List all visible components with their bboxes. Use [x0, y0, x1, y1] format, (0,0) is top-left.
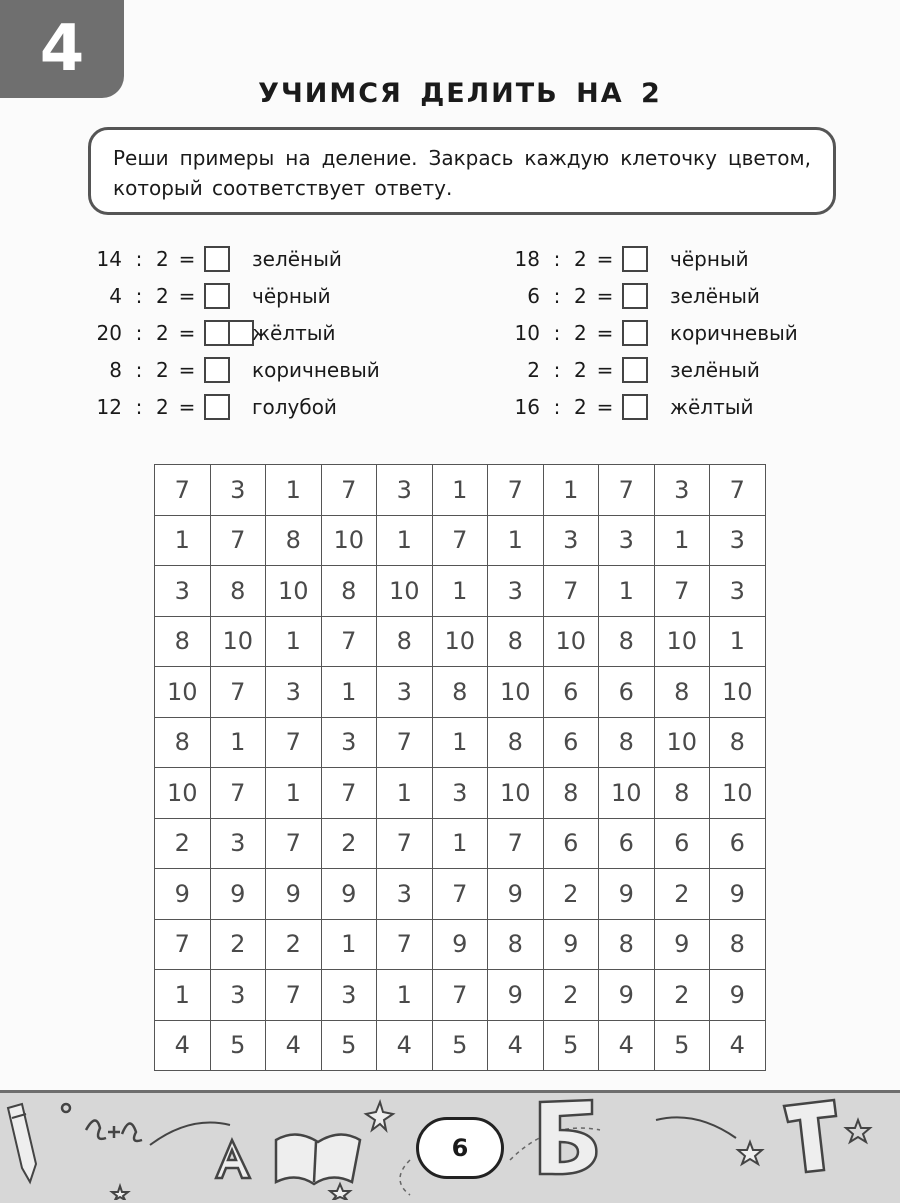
grid-cell[interactable]: 8 — [710, 919, 766, 970]
answer-box[interactable] — [204, 357, 230, 383]
grid-cell[interactable]: 4 — [377, 1020, 433, 1071]
instruction-text: Реши примеры на деление. Закрась каждую клеточку цветом, который соответствует ответу. — [113, 146, 811, 200]
grid-cell[interactable]: 7 — [266, 717, 322, 768]
grid-cell[interactable]: 1 — [155, 970, 211, 1021]
grid-cell[interactable]: 1 — [432, 717, 488, 768]
grid-cell[interactable]: 7 — [210, 667, 266, 718]
grid-cell[interactable]: 5 — [543, 1020, 599, 1071]
grid-cell[interactable]: 10 — [488, 768, 544, 819]
page-number-text: 6 — [451, 1134, 469, 1162]
grid-cell[interactable]: 5 — [321, 1020, 377, 1071]
grid-row — [155, 919, 766, 970]
grid-cell[interactable]: 6 — [543, 717, 599, 768]
grid-cell[interactable]: 2 — [266, 919, 322, 970]
grid-cell[interactable]: 7 — [210, 768, 266, 819]
equals-sign: = — [178, 394, 196, 419]
grid-cell[interactable]: 6 — [710, 818, 766, 869]
grid-cell[interactable]: 8 — [543, 768, 599, 819]
grid-cell[interactable]: 7 — [321, 616, 377, 667]
grid-cell[interactable]: 9 — [488, 970, 544, 1021]
equals-sign: = — [596, 246, 614, 271]
grid-cell[interactable]: 9 — [599, 970, 655, 1021]
grid-cell[interactable]: 3 — [488, 566, 544, 617]
grid-cell[interactable]: 3 — [210, 970, 266, 1021]
page-title: УЧИМСЯ ДЕЛИТЬ НА 2 — [258, 78, 662, 109]
example-row — [504, 351, 798, 388]
grid-cell[interactable]: 9 — [543, 919, 599, 970]
grid-cell[interactable]: 7 — [266, 818, 322, 869]
division-sign: : — [135, 320, 143, 345]
grid-cell[interactable]: 6 — [599, 667, 655, 718]
color-label: зелёный — [252, 246, 342, 271]
division-sign: : — [553, 320, 561, 345]
grid-cell[interactable]: 9 — [710, 869, 766, 920]
grid-row — [155, 768, 766, 819]
example-row — [86, 240, 380, 277]
letter-a-icon — [216, 1140, 250, 1178]
grid-cell[interactable]: 1 — [377, 970, 433, 1021]
grid-cell[interactable]: 10 — [710, 667, 766, 718]
dividend: 2 — [527, 357, 540, 382]
divisor: 2 — [574, 283, 587, 308]
grid-row — [155, 616, 766, 667]
equals-sign: = — [596, 283, 614, 308]
grid-cell[interactable]: 3 — [155, 566, 211, 617]
divisor: 2 — [156, 283, 169, 308]
grid-cell[interactable]: 10 — [488, 667, 544, 718]
grid-cell[interactable]: 7 — [543, 566, 599, 617]
answer-box[interactable] — [204, 320, 230, 346]
grid-row — [155, 970, 766, 1021]
grid-cell[interactable]: 9 — [710, 970, 766, 1021]
grid-cell[interactable]: 8 — [599, 616, 655, 667]
division-sign: : — [135, 394, 143, 419]
divisor: 2 — [574, 357, 587, 382]
grid-cell[interactable]: 9 — [266, 869, 322, 920]
grid-cell[interactable]: 3 — [377, 465, 433, 516]
grid-cell[interactable]: 9 — [155, 869, 211, 920]
equals-sign: = — [178, 246, 196, 271]
grid-cell[interactable]: 9 — [599, 869, 655, 920]
grid-cell[interactable]: 3 — [543, 515, 599, 566]
grid-cell[interactable]: 8 — [654, 768, 710, 819]
grid-cell[interactable]: 4 — [710, 1020, 766, 1071]
dividend: 18 — [514, 246, 540, 271]
grid-cell[interactable]: 8 — [210, 566, 266, 617]
grid-row — [155, 869, 766, 920]
grid-row — [155, 1020, 766, 1071]
grid-cell[interactable]: 7 — [155, 465, 211, 516]
grid-cell[interactable]: 8 — [488, 919, 544, 970]
color-label: чёрный — [252, 283, 331, 308]
grid-cell[interactable]: 7 — [377, 717, 433, 768]
grid-cell[interactable]: 3 — [377, 869, 433, 920]
answer-box[interactable] — [204, 283, 230, 309]
examples-right-column — [504, 240, 798, 425]
dividend: 10 — [514, 320, 540, 345]
example-row — [86, 388, 380, 425]
equals-sign: = — [178, 320, 196, 345]
grid-cell[interactable]: 1 — [710, 616, 766, 667]
grid-row — [155, 717, 766, 768]
grid-cell[interactable]: 8 — [155, 717, 211, 768]
grid-cell[interactable]: 3 — [266, 667, 322, 718]
dividend: 16 — [514, 394, 540, 419]
grid-cell[interactable]: 7 — [432, 970, 488, 1021]
example-row — [504, 388, 798, 425]
division-sign: : — [135, 357, 143, 382]
division-sign: : — [135, 283, 143, 308]
grid-cell[interactable]: 5 — [210, 1020, 266, 1071]
chapter-number: 4 — [39, 12, 85, 86]
grid-cell[interactable]: 4 — [488, 1020, 544, 1071]
grid-row — [155, 465, 766, 516]
grid-row — [155, 667, 766, 718]
grid-cell[interactable]: 6 — [543, 667, 599, 718]
grid-cell[interactable]: 3 — [654, 465, 710, 516]
color-label: чёрный — [670, 246, 749, 271]
example-row — [504, 314, 798, 351]
grid-cell[interactable]: 1 — [488, 515, 544, 566]
answer-box[interactable] — [622, 394, 648, 420]
grid-row — [155, 515, 766, 566]
grid-cell[interactable]: 10 — [543, 616, 599, 667]
answer-box[interactable] — [622, 357, 648, 383]
grid-cell[interactable]: 1 — [210, 717, 266, 768]
grid-cell[interactable]: 10 — [599, 768, 655, 819]
grid-cell[interactable]: 3 — [599, 515, 655, 566]
dividend: 6 — [527, 283, 540, 308]
chapter-tab — [0, 0, 124, 98]
letter-b-icon — [540, 1100, 596, 1174]
star-outline-icon — [846, 1120, 870, 1142]
grid-cell[interactable]: 1 — [654, 515, 710, 566]
page-number — [416, 1117, 504, 1179]
example-row — [504, 240, 798, 277]
color-label: коричневый — [252, 357, 380, 382]
grid-cell[interactable]: 1 — [377, 768, 433, 819]
equals-sign: = — [178, 357, 196, 382]
grid-cell[interactable]: 1 — [155, 515, 211, 566]
grid-cell[interactable]: 10 — [155, 667, 211, 718]
grid-cell[interactable]: 10 — [210, 616, 266, 667]
grid-cell[interactable]: 7 — [155, 919, 211, 970]
color-label: коричневый — [670, 320, 798, 345]
color-label: зелёный — [670, 357, 760, 382]
example-row — [86, 351, 380, 388]
grid-cell[interactable]: 1 — [266, 768, 322, 819]
grid-cell[interactable]: 3 — [432, 768, 488, 819]
divisor: 2 — [156, 394, 169, 419]
dividend: 12 — [96, 394, 122, 419]
grid-cell[interactable]: 8 — [377, 616, 433, 667]
grid-cell[interactable]: 2 — [155, 818, 211, 869]
grid-cell[interactable]: 7 — [432, 869, 488, 920]
answer-box[interactable] — [228, 320, 254, 346]
grid-cell[interactable]: 7 — [710, 465, 766, 516]
color-label: жёлтый — [670, 394, 754, 419]
grid-cell[interactable]: 7 — [266, 970, 322, 1021]
color-label: голубой — [252, 394, 337, 419]
star-small-icon — [738, 1142, 762, 1164]
answer-box[interactable] — [622, 246, 648, 272]
grid-cell[interactable]: 7 — [488, 465, 544, 516]
grid-cell[interactable]: 8 — [599, 717, 655, 768]
grid-cell[interactable]: 9 — [654, 919, 710, 970]
grid-cell[interactable]: 8 — [710, 717, 766, 768]
dividend: 14 — [96, 246, 122, 271]
equals-sign: = — [596, 357, 614, 382]
grid-cell[interactable]: 9 — [432, 919, 488, 970]
grid-cell[interactable]: 1 — [432, 566, 488, 617]
grid-cell[interactable]: 7 — [377, 919, 433, 970]
grid-cell[interactable]: 10 — [654, 717, 710, 768]
grid-row — [155, 818, 766, 869]
grid-cell[interactable]: 1 — [266, 465, 322, 516]
grid-cell[interactable]: 7 — [321, 465, 377, 516]
dividend: 20 — [96, 320, 122, 345]
grid-cell[interactable]: 7 — [377, 818, 433, 869]
coloring-grid — [154, 464, 766, 1071]
grid-cell[interactable]: 8 — [488, 616, 544, 667]
grid-cell[interactable]: 8 — [266, 515, 322, 566]
grid-cell[interactable]: 3 — [210, 818, 266, 869]
grid-cell[interactable]: 3 — [710, 566, 766, 617]
grid-cell[interactable]: 1 — [321, 919, 377, 970]
division-sign: : — [553, 283, 561, 308]
dividend: 4 — [109, 283, 122, 308]
grid-cell[interactable]: 5 — [432, 1020, 488, 1071]
division-sign: : — [553, 246, 561, 271]
equals-sign: = — [596, 320, 614, 345]
grid-cell[interactable]: 10 — [710, 768, 766, 819]
grid-cell[interactable]: 1 — [377, 515, 433, 566]
grid-cell[interactable]: 6 — [543, 818, 599, 869]
grid-cell[interactable]: 1 — [432, 465, 488, 516]
grid-cell[interactable]: 10 — [155, 768, 211, 819]
grid-cell[interactable]: 1 — [432, 818, 488, 869]
grid-cell[interactable]: 8 — [599, 919, 655, 970]
grid-cell[interactable]: 1 — [321, 667, 377, 718]
grid-cell[interactable]: 8 — [432, 667, 488, 718]
grid-cell[interactable]: 7 — [321, 768, 377, 819]
grid-cell[interactable]: 2 — [654, 970, 710, 1021]
grid-cell[interactable]: 1 — [266, 616, 322, 667]
color-label: жёлтый — [252, 320, 336, 345]
grid-cell[interactable]: 4 — [599, 1020, 655, 1071]
division-sign: : — [553, 394, 561, 419]
example-row — [86, 277, 380, 314]
grid-cell[interactable]: 3 — [321, 970, 377, 1021]
grid-cell[interactable]: 9 — [488, 869, 544, 920]
grid-cell[interactable]: 7 — [654, 566, 710, 617]
open-book-icon — [276, 1134, 360, 1184]
star-icon — [366, 1102, 393, 1130]
grid-cell[interactable]: 1 — [599, 566, 655, 617]
example-row — [504, 277, 798, 314]
math-symbols-icon — [62, 1104, 142, 1141]
answer-box[interactable] — [622, 320, 648, 346]
grid-cell[interactable]: 10 — [266, 566, 322, 617]
grid-cell[interactable]: 2 — [654, 869, 710, 920]
answer-box[interactable] — [204, 394, 230, 420]
grid-cell[interactable]: 3 — [710, 515, 766, 566]
grid-cell[interactable]: 8 — [321, 566, 377, 617]
grid-cell[interactable]: 3 — [210, 465, 266, 516]
grid-cell[interactable]: 7 — [599, 465, 655, 516]
star-bottom-icon — [112, 1184, 350, 1200]
equals-sign: = — [596, 394, 614, 419]
grid-cell[interactable]: 10 — [654, 616, 710, 667]
pencil-icon — [8, 1104, 36, 1182]
dividend: 8 — [109, 357, 122, 382]
color-label: зелёный — [670, 283, 760, 308]
grid-cell[interactable]: 4 — [266, 1020, 322, 1071]
grid-cell[interactable]: 6 — [654, 818, 710, 869]
equals-sign: = — [178, 283, 196, 308]
grid-cell[interactable]: 10 — [377, 566, 433, 617]
grid-cell[interactable]: 9 — [321, 869, 377, 920]
examples-left-column — [86, 240, 380, 425]
divisor: 2 — [156, 246, 169, 271]
grid-cell[interactable]: 2 — [543, 970, 599, 1021]
grid-cell[interactable]: 7 — [488, 818, 544, 869]
grid-cell[interactable]: 3 — [377, 667, 433, 718]
divisor: 2 — [156, 320, 169, 345]
division-sign: : — [553, 357, 561, 382]
answer-box[interactable] — [204, 246, 230, 272]
grid-cell[interactable]: 1 — [543, 465, 599, 516]
grid-cell[interactable]: 4 — [155, 1020, 211, 1071]
grid-cell[interactable]: 7 — [210, 515, 266, 566]
grid-cell[interactable]: 8 — [488, 717, 544, 768]
divisor: 2 — [574, 320, 587, 345]
divisor: 2 — [574, 394, 587, 419]
grid-cell[interactable]: 3 — [321, 717, 377, 768]
grid-cell[interactable]: 2 — [210, 919, 266, 970]
grid-cell[interactable]: 8 — [155, 616, 211, 667]
grid-cell[interactable]: 8 — [654, 667, 710, 718]
grid-cell[interactable]: 10 — [321, 515, 377, 566]
grid-cell[interactable]: 9 — [210, 869, 266, 920]
grid-cell[interactable]: 2 — [321, 818, 377, 869]
grid-cell[interactable]: 6 — [599, 818, 655, 869]
answer-box[interactable] — [622, 283, 648, 309]
grid-cell[interactable]: 10 — [432, 616, 488, 667]
divisor: 2 — [574, 246, 587, 271]
letter-g-icon — [784, 1100, 836, 1172]
grid-row — [155, 566, 766, 617]
division-sign: : — [135, 246, 143, 271]
example-row — [86, 314, 380, 351]
divisor: 2 — [156, 357, 169, 382]
grid-cell[interactable]: 2 — [543, 869, 599, 920]
grid-cell[interactable]: 5 — [654, 1020, 710, 1071]
instruction-box — [88, 127, 836, 215]
grid-cell[interactable]: 7 — [432, 515, 488, 566]
